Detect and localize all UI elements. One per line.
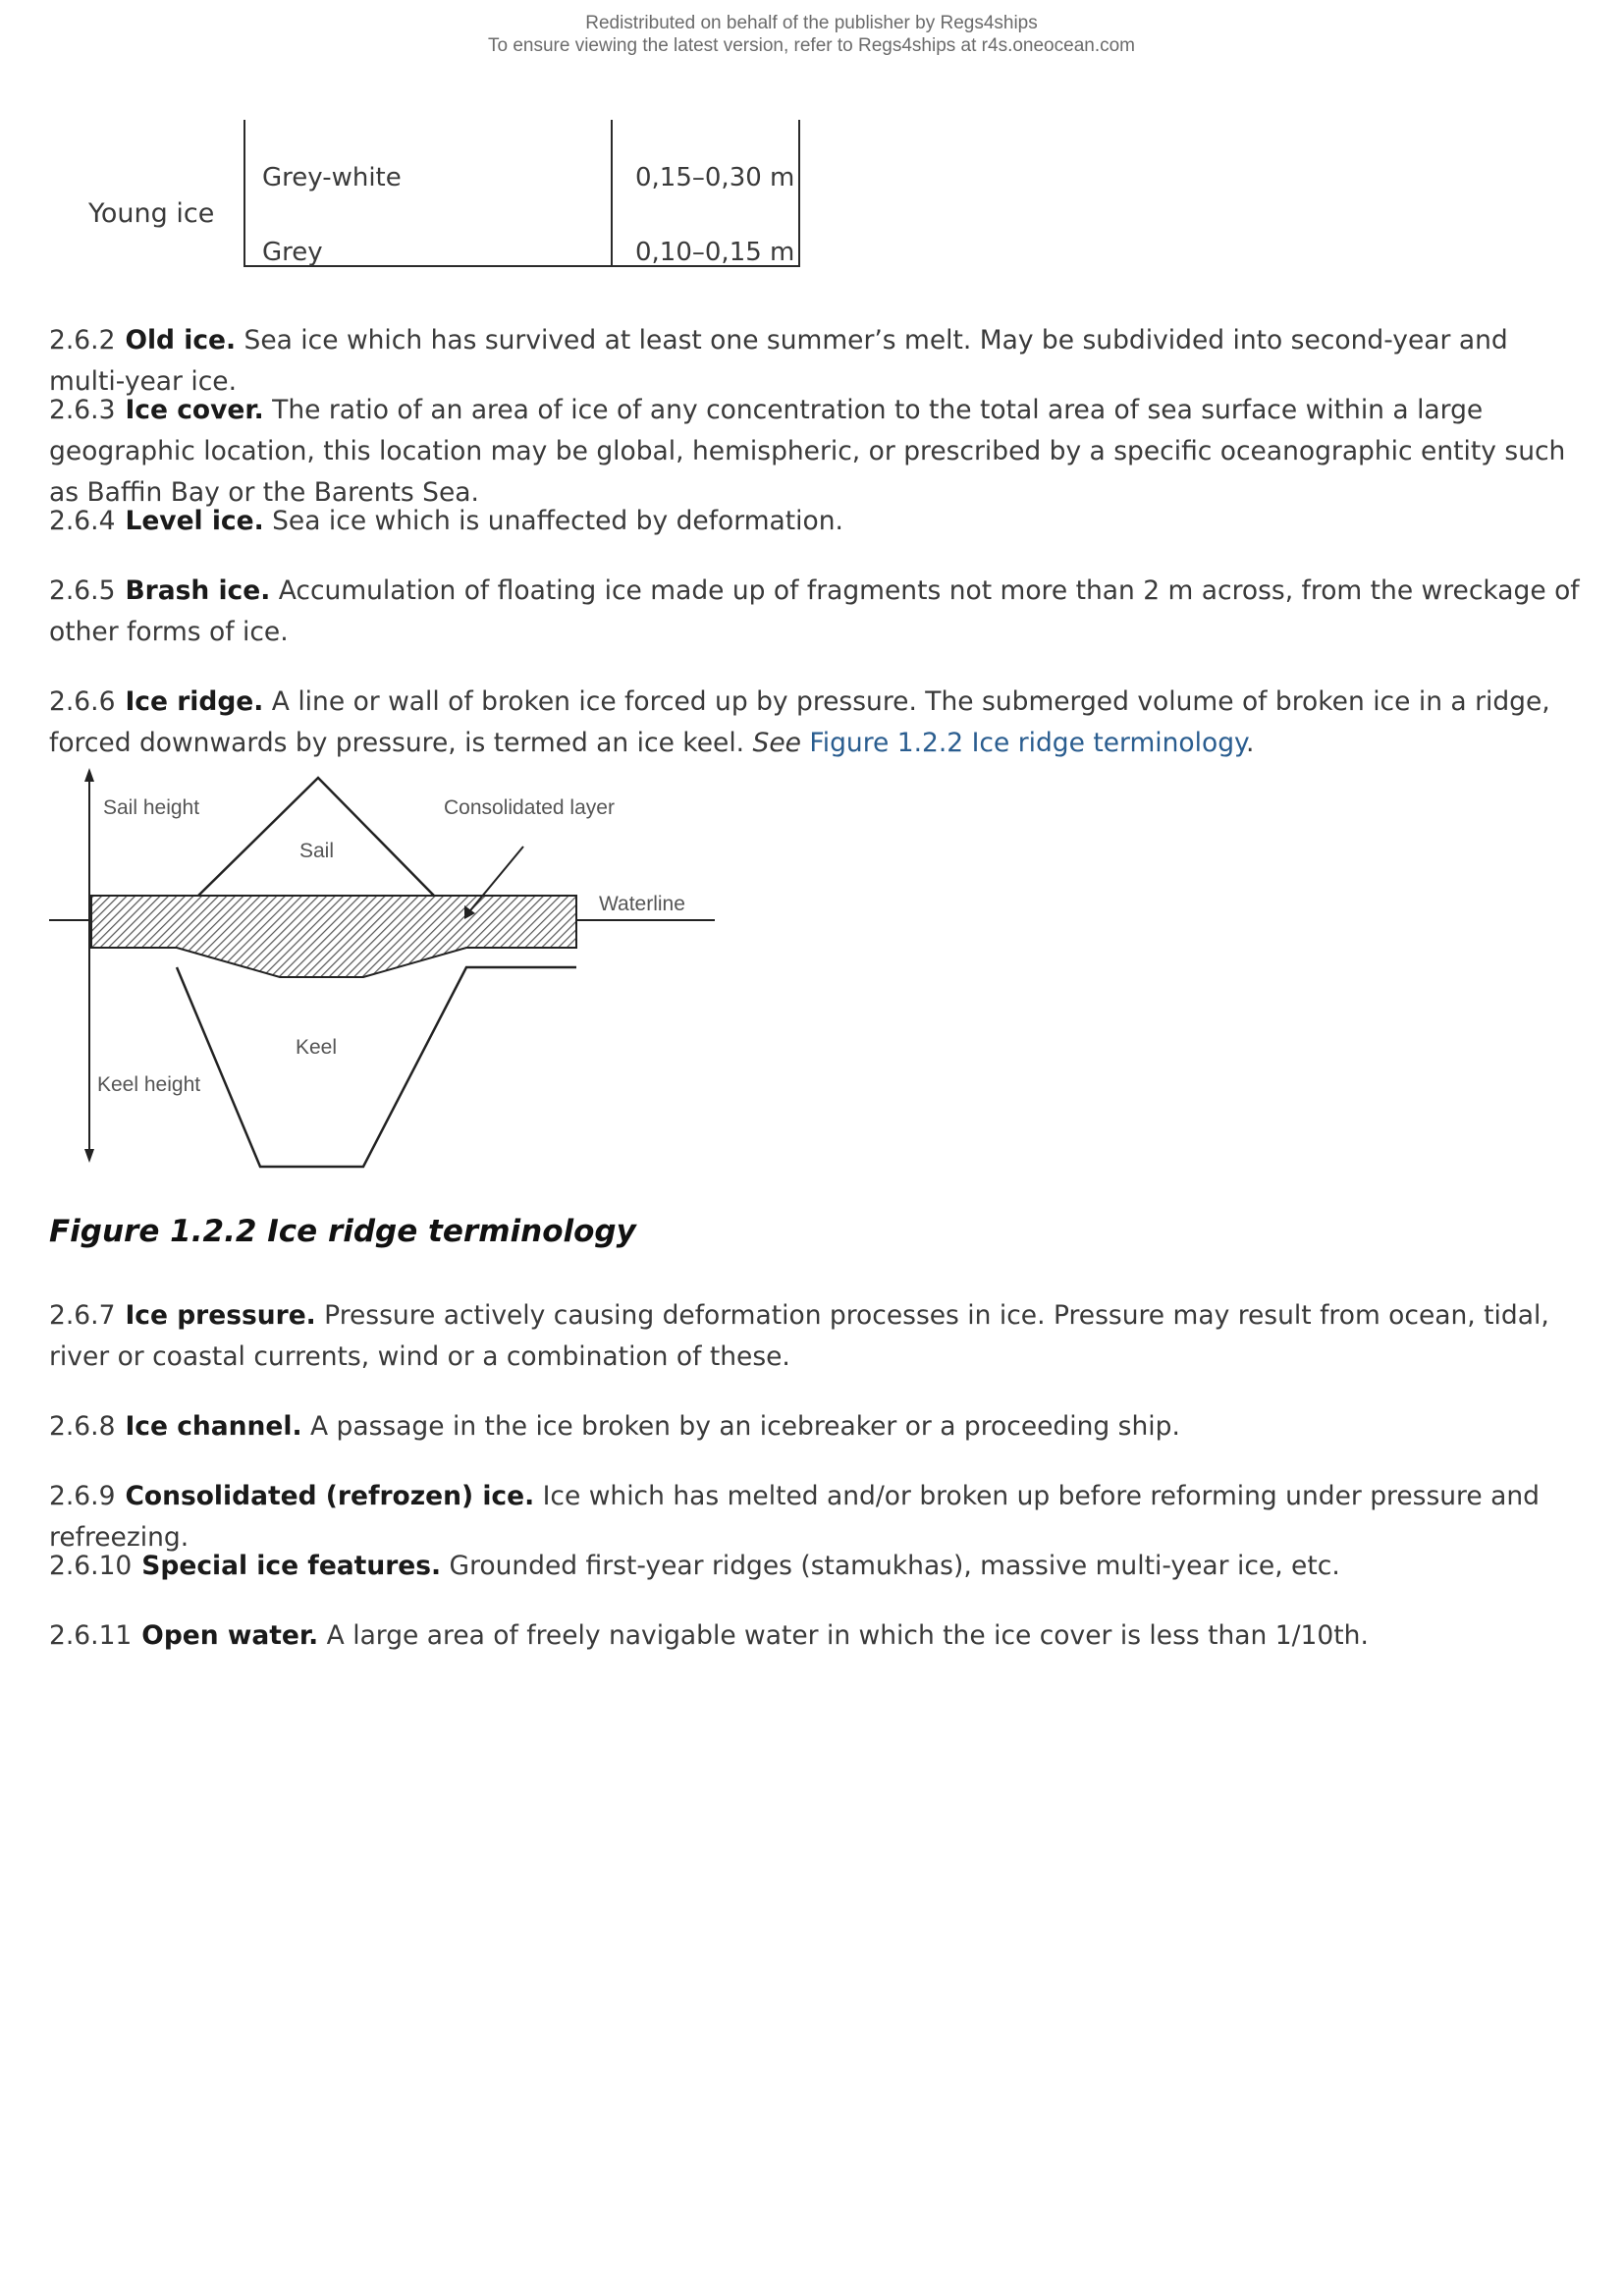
definition-paragraph — [49, 1406, 1591, 1448]
redistribution-header — [0, 12, 1623, 57]
see-reference: See — [752, 728, 801, 758]
definition-paragraph — [49, 501, 1591, 542]
definition-paragraph — [49, 682, 1591, 764]
definition-text: A line or wall of broken ice forced up by pressure. The submerged volume of broken ice in a ridge, forced downwards by pressure, is termed an ice keel. — [49, 686, 1550, 758]
definition-text: A passage in the ice broken by an icebreaker or a proceeding ship. — [301, 1411, 1180, 1442]
definition-term: Ice ridge. — [125, 686, 264, 717]
definition-number: 2.6.11 — [49, 1620, 133, 1651]
table-right-border — [798, 120, 800, 267]
ice-ridge-diagram — [39, 766, 746, 1178]
definition-term: Open water. — [141, 1620, 319, 1651]
definition-text: Ice which has melted and/or broken up before reforming under pressure and refreezing. — [49, 1481, 1540, 1553]
definition-number: 2.6.9 — [49, 1481, 116, 1511]
table-row-name: Grey — [262, 238, 323, 267]
figure-cross-reference-link[interactable]: Figure 1.2.2 Ice ridge terminology — [809, 728, 1246, 758]
keel-label: Keel — [296, 1036, 338, 1059]
table-row-thickness: 0,15–0,30 m — [635, 163, 795, 192]
definition-term: Special ice features. — [141, 1551, 442, 1581]
definition-term: Ice cover. — [125, 395, 264, 425]
axis-arrow-down-icon — [84, 1149, 94, 1163]
definition-term: Old ice. — [125, 325, 237, 355]
table-row-thickness: 0,10–0,15 m — [635, 238, 795, 267]
definition-term: Level ice. — [125, 506, 264, 536]
sail-outline — [198, 778, 434, 896]
definition-paragraph — [49, 1295, 1591, 1378]
axis-arrow-up-icon — [84, 768, 94, 782]
definition-term: Brash ice. — [125, 575, 271, 606]
keel-height-label: Keel height — [97, 1073, 201, 1096]
consolidated-layer — [91, 896, 576, 977]
definition-paragraph — [49, 390, 1591, 514]
definition-paragraph — [49, 1546, 1591, 1587]
young-ice-table — [243, 120, 800, 267]
definition-number: 2.6.3 — [49, 395, 116, 425]
header-line-1: Redistributed on behalf of the publisher by Regs4ships — [585, 13, 1038, 33]
keel-outline — [177, 967, 576, 1167]
definition-number: 2.6.10 — [49, 1551, 133, 1581]
sail-height-label: Sail height — [103, 796, 200, 819]
young-ice-label: Young ice — [88, 198, 215, 229]
consolidated-layer-label: Consolidated layer — [444, 796, 615, 819]
definition-text: Sea ice which is unaffected by deformation. — [263, 506, 843, 536]
definition-term: Ice channel. — [125, 1411, 302, 1442]
definition-number: 2.6.4 — [49, 506, 116, 536]
definition-text: Grounded first-year ridges (stamukhas), massive multi-year ice, etc. — [441, 1551, 1340, 1581]
waterline-label: Waterline — [599, 893, 685, 915]
definition-number: 2.6.2 — [49, 325, 116, 355]
definition-tail: . — [1245, 728, 1255, 758]
figure-caption: Figure 1.2.2 Ice ridge terminology — [49, 1214, 636, 1249]
definition-number: 2.6.7 — [49, 1300, 116, 1331]
table-row-name: Grey-white — [262, 163, 402, 192]
definition-text: Accumulation of floating ice made up of fragments not more than 2 m across, from the wreckage of other forms of ice. — [49, 575, 1580, 647]
definition-term: Ice pressure. — [125, 1300, 316, 1331]
table-left-border — [243, 120, 245, 267]
definition-number: 2.6.8 — [49, 1411, 116, 1442]
definition-text: The ratio of an area of ice of any concentration to the total area of sea surface within a large geographic location, this location may be global, hemispheric, or prescribed by a specific oceanographic entity such as Baffin Bay or the Barents Sea. — [49, 395, 1566, 508]
definition-text: Sea ice which has survived at least one summer’s melt. May be subdivided into second-year and multi-year ice. — [49, 325, 1508, 397]
definition-text: A large area of freely navigable water in which the ice cover is less than 1/10th. — [318, 1620, 1369, 1651]
definition-paragraph — [49, 571, 1591, 653]
definition-number: 2.6.6 — [49, 686, 116, 717]
header-line-2: To ensure viewing the latest version, refer to Regs4ships at r4s.oneocean.com — [487, 35, 1136, 56]
definition-number: 2.6.5 — [49, 575, 116, 606]
definition-term: Consolidated (refrozen) ice. — [125, 1481, 535, 1511]
definition-paragraph — [49, 1615, 1591, 1657]
sail-label: Sail — [299, 840, 335, 862]
table-column-divider — [611, 120, 613, 267]
definition-text: Pressure actively causing deformation processes in ice. Pressure may result from ocean, tidal, river or coastal currents, wind or a combination of these. — [49, 1300, 1549, 1372]
